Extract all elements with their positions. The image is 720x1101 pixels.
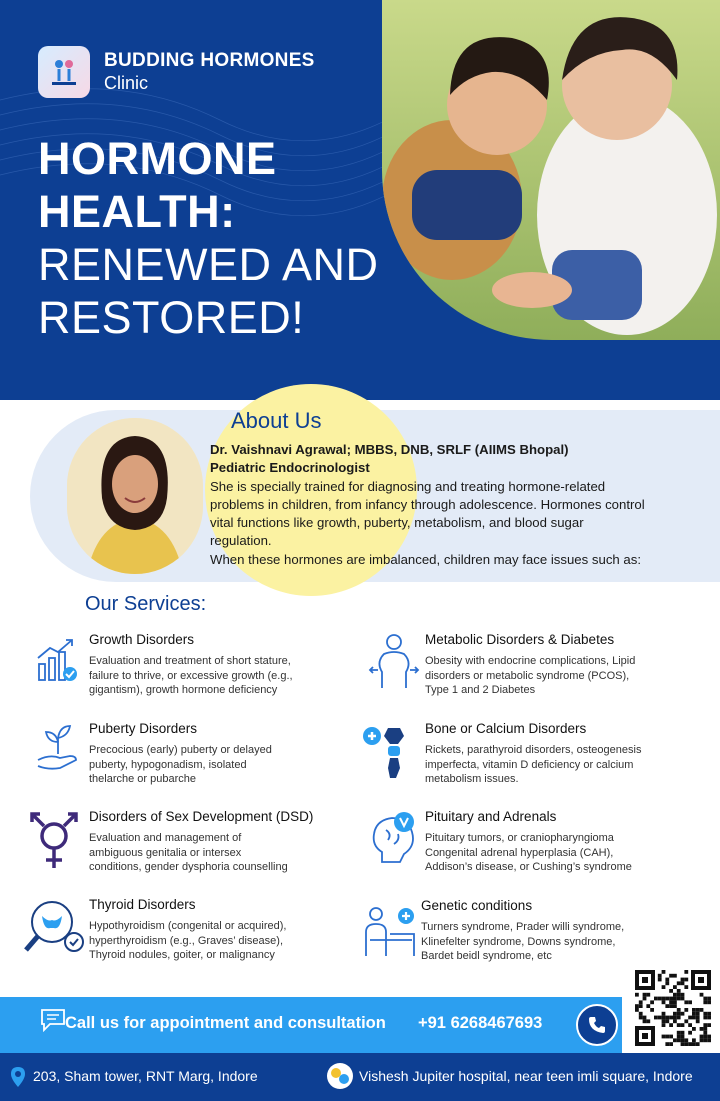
service-description bbox=[425, 831, 705, 875]
service-line: puberty, hypogonadism, isolated bbox=[89, 758, 247, 771]
service-title: Growth Disorders bbox=[89, 632, 195, 647]
service-card bbox=[89, 897, 349, 963]
sprout-hand-icon bbox=[36, 724, 80, 772]
service-title: Bone or Calcium Disorders bbox=[425, 721, 587, 736]
location-pin-icon bbox=[10, 1066, 26, 1088]
service-line: Hypothyroidism (congenital or acquired), bbox=[89, 920, 287, 932]
brain-gland-icon bbox=[370, 810, 420, 866]
service-line: ambiguous genitalia or intersex bbox=[89, 846, 242, 859]
call-to-action-bar[interactable] bbox=[0, 997, 720, 1053]
address-secondary: Vishesh Jupiter hospital, near teen imli square, Indore bbox=[359, 1068, 693, 1084]
service-line: Bardet beidl syndrome, etc bbox=[421, 950, 552, 962]
service-card bbox=[89, 632, 349, 698]
genetic-people-icon bbox=[362, 904, 418, 960]
service-description bbox=[89, 743, 349, 787]
service-description bbox=[89, 654, 349, 698]
service-card bbox=[89, 721, 349, 787]
clinic-logo bbox=[38, 46, 90, 98]
hospital-logo-icon bbox=[326, 1062, 354, 1090]
service-line: Rickets, parathyroid disorders, osteogenesis bbox=[425, 744, 642, 756]
service-line: Obesity with endocrine complications, Lipid bbox=[425, 655, 636, 667]
phone-icon bbox=[587, 1015, 607, 1035]
service-line: gigantism), growth hormone deficiency bbox=[89, 684, 278, 696]
service-title: Genetic conditions bbox=[421, 898, 533, 913]
service-line: Klinefelter syndrome, Downs syndrome, bbox=[421, 935, 616, 948]
service-line: imperfecta, vitamin D deficiency or calcium bbox=[425, 758, 634, 771]
brand-subtitle: Clinic bbox=[104, 73, 149, 93]
service-line: failure to thrive, or excessive growth (e.g., bbox=[89, 669, 293, 682]
about-line: She is specially trained for diagnosing and treating hormone-related bbox=[210, 478, 606, 494]
metabolic-body-icon bbox=[368, 632, 420, 690]
service-line: thelarche or pubarche bbox=[89, 773, 197, 785]
address-footer bbox=[0, 1053, 720, 1101]
service-line: Addison’s disease, or Cushing’s syndrome bbox=[425, 861, 632, 873]
call-button[interactable] bbox=[576, 1004, 618, 1046]
growth-chart-icon bbox=[36, 636, 80, 684]
service-line: Type 1 and 2 Diabetes bbox=[425, 684, 536, 696]
gender-symbol-icon bbox=[28, 810, 80, 872]
thyroid-magnifier-icon bbox=[22, 898, 86, 956]
service-description bbox=[425, 743, 705, 787]
service-line: metabolism issues. bbox=[425, 773, 519, 785]
about-line: regulation. bbox=[210, 533, 272, 549]
service-description bbox=[421, 920, 706, 964]
service-card bbox=[89, 809, 349, 875]
service-line: disorders or metabolic syndrome (PCOS), bbox=[425, 669, 630, 682]
headline bbox=[38, 132, 379, 344]
headline-line-3: RENEWED AND bbox=[38, 239, 379, 290]
service-line: Evaluation and management of bbox=[89, 832, 242, 844]
headline-line-1: HORMONE bbox=[38, 133, 277, 184]
service-line: Thyroid nodules, goiter, or malignancy bbox=[89, 949, 275, 961]
service-card bbox=[425, 809, 705, 875]
logo-icon bbox=[47, 55, 81, 89]
service-card bbox=[425, 721, 705, 787]
service-line: Precocious (early) puberty or delayed bbox=[89, 744, 272, 756]
service-title: Pituitary and Adrenals bbox=[425, 809, 557, 824]
service-title: Metabolic Disorders & Diabetes bbox=[425, 632, 615, 647]
service-card bbox=[421, 898, 706, 964]
qr-code[interactable] bbox=[633, 968, 713, 1048]
service-line: conditions, gender dysphoria counselling bbox=[89, 861, 288, 873]
service-title: Puberty Disorders bbox=[89, 721, 198, 736]
about-line: When these hormones are imbalanced, children may face issues such as: bbox=[210, 551, 642, 567]
children-photo bbox=[382, 0, 720, 340]
headline-line-4: RESTORED! bbox=[38, 292, 305, 343]
headline-line-2: HEALTH: bbox=[38, 186, 236, 237]
doctor-role: Pediatric Endocrinologist bbox=[210, 460, 370, 476]
service-line: Pituitary tumors, or craniopharyngioma bbox=[425, 832, 614, 844]
chat-bubble-icon bbox=[40, 1008, 66, 1032]
service-description bbox=[89, 919, 349, 963]
about-title: About Us bbox=[231, 408, 322, 433]
hero-section bbox=[0, 0, 720, 400]
service-line: Turners syndrome, Prader willi syndrome, bbox=[421, 921, 625, 933]
services-title: Our Services: bbox=[85, 593, 207, 615]
about-text bbox=[210, 441, 710, 569]
service-description bbox=[425, 654, 705, 698]
doctor-name: Dr. Vaishnavi Agrawal; MBBS, DNB, SRLF (AIIMS Bhopal) bbox=[210, 442, 569, 457]
about-line: problems in children, from infancy through adolescence. Hormones control bbox=[210, 496, 645, 512]
cta-text: Call us for appointment and consultation bbox=[65, 1014, 386, 1032]
phone-number[interactable]: +91 6268467693 bbox=[418, 1014, 543, 1032]
service-line: Congenital adrenal hyperplasia (CAH), bbox=[425, 846, 614, 859]
bone-joint-icon bbox=[360, 724, 412, 780]
service-line: hyperthyroidism (e.g., Graves’ disease), bbox=[89, 934, 283, 947]
service-card bbox=[425, 632, 705, 698]
service-description bbox=[89, 831, 349, 875]
about-line: vital functions like growth, puberty, metabolism, and blood sugar bbox=[210, 515, 584, 531]
service-line: Evaluation and treatment of short stature, bbox=[89, 655, 291, 667]
address-primary: 203, Sham tower, RNT Marg, Indore bbox=[33, 1068, 258, 1084]
brand-name: BUDDING HORMONES bbox=[104, 50, 315, 71]
service-title: Thyroid Disorders bbox=[89, 897, 196, 912]
doctor-avatar bbox=[67, 418, 203, 574]
service-title: Disorders of Sex Development (DSD) bbox=[89, 809, 314, 824]
